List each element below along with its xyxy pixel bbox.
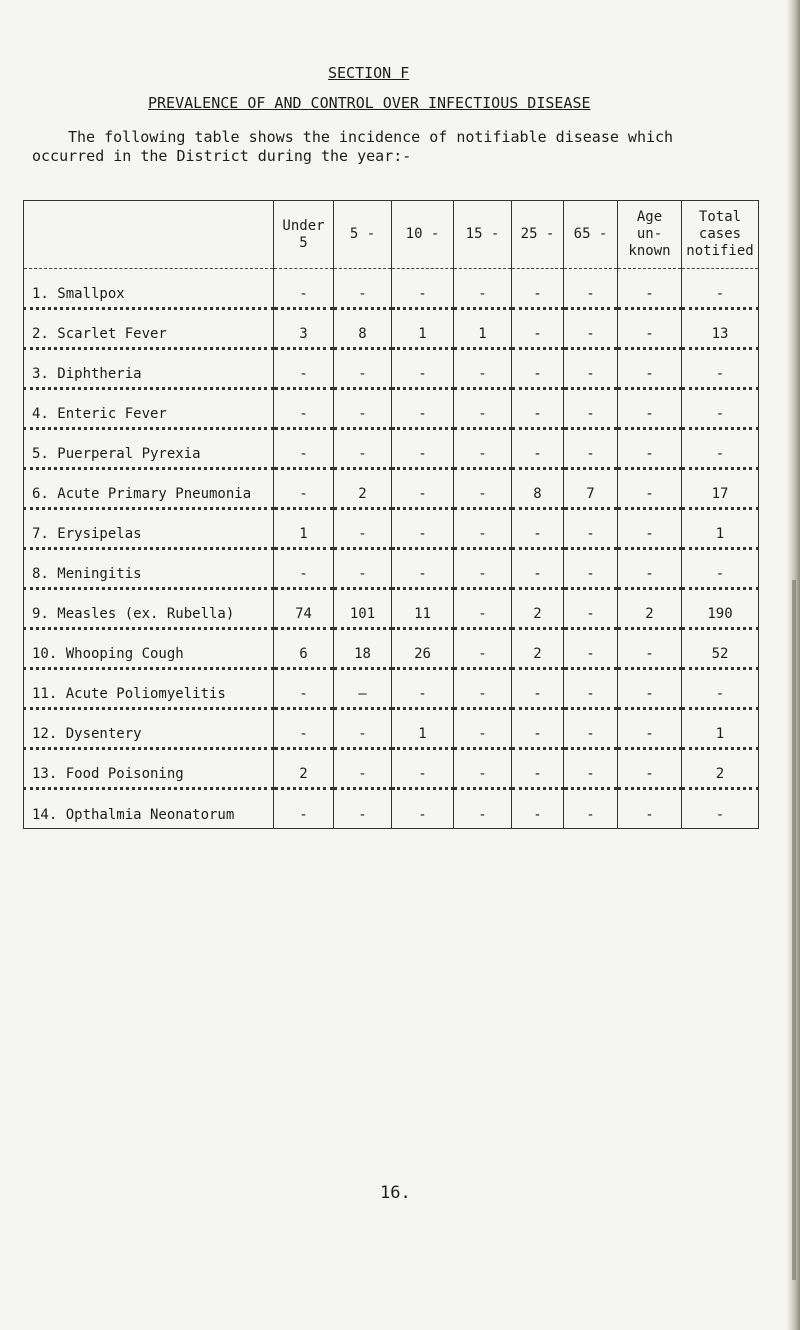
table-cell: -	[454, 549, 512, 589]
header-text-line: 10 -	[405, 226, 440, 242]
table-cell: -	[454, 709, 512, 749]
table-cell: 2	[512, 589, 564, 629]
table-row	[24, 429, 759, 469]
disease-name: 4. Enteric Fever	[24, 389, 274, 429]
disease-name: 5. Puerperal Pyrexia	[24, 429, 274, 469]
table-row	[24, 389, 759, 429]
table-cell: -	[618, 389, 682, 429]
header-text-line: un-	[636, 226, 663, 242]
table-cell: -	[454, 349, 512, 389]
table-cell: -	[392, 349, 454, 389]
header-text-line: cases	[698, 226, 742, 242]
table-cell: -	[274, 389, 334, 429]
table-cell: -	[618, 469, 682, 509]
header-text-line: notified	[686, 243, 754, 259]
table-cell: 2	[274, 749, 334, 789]
table-cell: -	[512, 749, 564, 789]
table-row	[24, 469, 759, 509]
table-cell: -	[392, 669, 454, 709]
table-cell: -	[334, 709, 392, 749]
table-row	[24, 669, 759, 709]
page-edge-line	[792, 580, 796, 1280]
table-cell: -	[334, 509, 392, 549]
table-cell: -	[512, 349, 564, 389]
disease-name: 12. Dysentery	[24, 709, 274, 749]
disease-name: 11. Acute Poliomyelitis	[24, 669, 274, 709]
section-title: SECTION F	[328, 64, 410, 82]
header-25	[512, 201, 564, 269]
table-cell: -	[274, 789, 334, 829]
table-row	[24, 589, 759, 629]
table-cell: 17	[682, 469, 759, 509]
disease-name: 7. Erysipelas	[24, 509, 274, 549]
table-cell: -	[564, 629, 618, 669]
disease-name: 6. Acute Primary Pneumonia	[24, 469, 274, 509]
table-cell: -	[454, 789, 512, 829]
disease-name: 1. Smallpox	[24, 269, 274, 309]
table-cell: -	[454, 589, 512, 629]
table-cell: -	[618, 309, 682, 349]
table-cell: -	[334, 389, 392, 429]
header-text-line: 25 -	[520, 226, 555, 242]
table-cell: -	[512, 669, 564, 709]
table-cell: -	[564, 789, 618, 829]
table-cell: -	[512, 309, 564, 349]
table-header-row	[24, 201, 759, 269]
table-cell: 3	[274, 309, 334, 349]
page-number: 16.	[380, 1183, 411, 1203]
table-row	[24, 749, 759, 789]
table-cell: 101	[334, 589, 392, 629]
table-cell: -	[454, 669, 512, 709]
table-cell: -	[454, 629, 512, 669]
table-cell: -	[512, 709, 564, 749]
page-subtitle: PREVALENCE OF AND CONTROL OVER INFECTIOUS DISEASE	[148, 94, 591, 112]
header-total	[682, 201, 759, 269]
table-cell: -	[334, 549, 392, 589]
table-cell: -	[618, 709, 682, 749]
header-text-line: 5 -	[349, 226, 376, 242]
table-cell: 1	[392, 709, 454, 749]
table-cell: -	[564, 749, 618, 789]
table-cell: 13	[682, 309, 759, 349]
header-15	[454, 201, 512, 269]
table-cell: -	[564, 589, 618, 629]
table-cell: -	[512, 789, 564, 829]
table-cell: 190	[682, 589, 759, 629]
header-age-unknown	[618, 201, 682, 269]
table-row	[24, 509, 759, 549]
table-cell: -	[564, 509, 618, 549]
table-row	[24, 629, 759, 669]
table-cell: -	[618, 349, 682, 389]
header-text-line: 65 -	[573, 226, 608, 242]
table-cell: 2	[334, 469, 392, 509]
table-cell: 18	[334, 629, 392, 669]
table-cell: —	[334, 669, 392, 709]
table-cell: -	[682, 389, 759, 429]
disease-name: 9. Measles (ex. Rubella)	[24, 589, 274, 629]
table-cell: 1	[682, 709, 759, 749]
table-cell: -	[454, 389, 512, 429]
disease-table	[23, 200, 759, 829]
table-cell: 8	[512, 469, 564, 509]
table-cell: -	[274, 669, 334, 709]
table-cell: -	[392, 389, 454, 429]
table-cell: -	[564, 669, 618, 709]
table-cell: 52	[682, 629, 759, 669]
table-cell: 8	[334, 309, 392, 349]
table-cell: -	[512, 389, 564, 429]
table-cell: 74	[274, 589, 334, 629]
table-cell: -	[618, 669, 682, 709]
disease-name: 8. Meningitis	[24, 549, 274, 589]
intro-line-2: occurred in the District during the year:-	[32, 147, 412, 165]
table-cell: -	[512, 429, 564, 469]
table-cell: -	[618, 429, 682, 469]
table-cell: -	[512, 549, 564, 589]
table-row	[24, 269, 759, 309]
table-cell: 2	[512, 629, 564, 669]
intro-line-1: The following table shows the incidence of notifiable disease which	[68, 128, 674, 146]
table-row	[24, 349, 759, 389]
table-cell: -	[454, 509, 512, 549]
table-cell: -	[618, 509, 682, 549]
table-cell: -	[274, 429, 334, 469]
header-text-line: 15 -	[465, 226, 500, 242]
table-cell: -	[564, 389, 618, 429]
table-cell: -	[392, 509, 454, 549]
table-cell: -	[454, 269, 512, 309]
table-cell: -	[564, 429, 618, 469]
table-cell: 2	[682, 749, 759, 789]
disease-name: 13. Food Poisoning	[24, 749, 274, 789]
table-cell: -	[454, 429, 512, 469]
header-under-5	[274, 201, 334, 269]
header-5	[334, 201, 392, 269]
table-cell: 7	[564, 469, 618, 509]
header-65	[564, 201, 618, 269]
table-cell: -	[682, 549, 759, 589]
table-cell: -	[618, 549, 682, 589]
table-row	[24, 549, 759, 589]
header-10	[392, 201, 454, 269]
table-cell: -	[392, 269, 454, 309]
table-cell: -	[682, 269, 759, 309]
table-cell: -	[618, 789, 682, 829]
table-body	[24, 269, 759, 829]
table-cell: -	[564, 349, 618, 389]
table-cell: -	[274, 349, 334, 389]
table-cell: -	[618, 629, 682, 669]
table-cell: 11	[392, 589, 454, 629]
disease-name: 14. Opthalmia Neonatorum	[24, 789, 274, 829]
table-cell: -	[682, 789, 759, 829]
table-cell: 1	[454, 309, 512, 349]
intro-paragraph	[32, 128, 768, 166]
table-cell: -	[334, 269, 392, 309]
table-cell: -	[334, 429, 392, 469]
table-row	[24, 789, 759, 829]
table-cell: -	[454, 749, 512, 789]
table-cell: 2	[618, 589, 682, 629]
disease-name: 3. Diphtheria	[24, 349, 274, 389]
header-text-line: 5	[299, 234, 308, 251]
table-cell: -	[334, 789, 392, 829]
table-cell: -	[274, 549, 334, 589]
table-cell: -	[392, 789, 454, 829]
table-cell: -	[392, 469, 454, 509]
table-cell: -	[512, 509, 564, 549]
table-cell: -	[564, 709, 618, 749]
table-cell: -	[564, 309, 618, 349]
table-cell: -	[392, 549, 454, 589]
table-cell: 6	[274, 629, 334, 669]
table-cell: -	[682, 429, 759, 469]
table-cell: -	[274, 709, 334, 749]
table-row	[24, 309, 759, 349]
table-cell: 1	[274, 509, 334, 549]
table-cell: 26	[392, 629, 454, 669]
disease-name: 10. Whooping Cough	[24, 629, 274, 669]
table-cell: -	[618, 269, 682, 309]
table-cell: -	[392, 749, 454, 789]
header-text-line: Age	[636, 209, 663, 225]
header-disease	[24, 201, 274, 269]
disease-name: 2. Scarlet Fever	[24, 309, 274, 349]
header-text-line: known	[628, 243, 671, 259]
table-cell: -	[454, 469, 512, 509]
table-cell: 1	[392, 309, 454, 349]
table-cell: -	[682, 349, 759, 389]
table-cell: -	[564, 549, 618, 589]
header-text-line: Under	[282, 217, 325, 234]
table-row	[24, 709, 759, 749]
table-cell: -	[564, 269, 618, 309]
table-cell: 1	[682, 509, 759, 549]
header-text-line: Total	[698, 209, 742, 225]
table-cell: -	[682, 669, 759, 709]
table-cell: -	[392, 429, 454, 469]
table-cell: -	[274, 269, 334, 309]
table-cell: -	[618, 749, 682, 789]
table-cell: -	[334, 749, 392, 789]
table-cell: -	[512, 269, 564, 309]
table-cell: -	[334, 349, 392, 389]
table-cell: -	[274, 469, 334, 509]
